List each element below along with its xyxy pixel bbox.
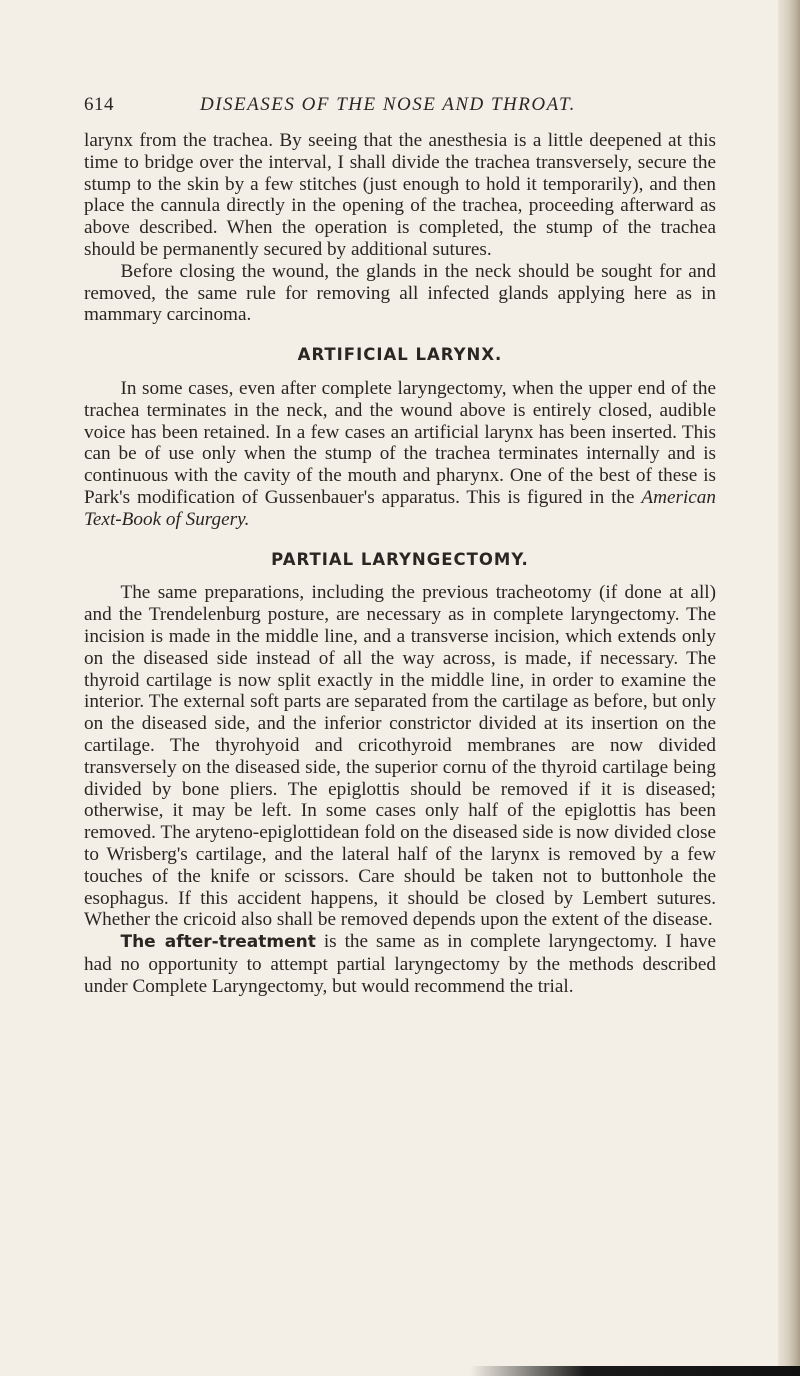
run-in-heading: The after-treatment	[120, 932, 316, 953]
book-title-italic: American Text-Book of Surgery.	[84, 486, 716, 530]
page-number: 614	[84, 94, 114, 115]
page-edge-shadow	[778, 0, 800, 1376]
running-head: DISEASES OF THE NOSE AND THROAT.	[200, 94, 576, 115]
paragraph: larynx from the trachea. By seeing that the anesthesia is a little deepened at this time to bridge over the interval, I shall divide the trachea transversely, secure the stump to the skin by a few stitches (just enough to hold it temporarily), and then place the cannula directly in the opening of the trachea, proceeding afterward as above described. When the operation is completed, the stump of the trachea should be permanently secured by additional sutures.	[84, 130, 716, 260]
paragraph: Before closing the wound, the glands in the neck should be sought for and removed, the same rule for removing all infected glands applying here as in mammary carcinoma.	[84, 260, 716, 326]
page-header	[84, 94, 716, 120]
section-heading-partial-laryngectomy: PARTIAL LARYNGECTOMY.	[271, 549, 529, 569]
paragraph	[84, 378, 716, 531]
paragraph-text: In some cases, even after complete laryngectomy, when the upper end of the trachea terminates in the neck, and the wound above is entirely closed, audible voice has been retained. In a few cases an artificial larynx has been inserted. This can be of use only when the stump of the trachea terminates internally and is continuous with the cavity of the mouth and pharynx. One of the best of these is Park's modification of Gussenbauer's apparatus. This is figured in the	[84, 377, 716, 508]
section-heading-artificial-larynx: ARTIFICIAL LARYNX.	[297, 345, 503, 365]
paragraph-text: is the same as in complete laryngectomy. I have had no opportunity to attempt partial laryngectomy by the methods described under Complete Laryngectomy, but would recommend the trial.	[84, 931, 716, 997]
main-text	[84, 130, 716, 997]
paragraph	[84, 931, 716, 997]
bottom-edge-shadow	[470, 1366, 800, 1376]
paragraph: The same preparations, including the previous tracheotomy (if done at all) and the Trendelenburg posture, are necessary as in complete laryngectomy. The incision is made in the middle line, and a transverse incision, which extends only on the diseased side instead of all the way across, is made, if necessary. The thyroid cartilage is now split exactly in the middle line, in order to examine the interior. The external soft parts are separated from the cartilage as before, but only on the diseased side, and the inferior constrictor divided at its insertion on the cartilage. The thyrohyoid and cricothyroid membranes are now divided transversely on the diseased side, the superior cornu of the thyroid cartilage being divided by bone pliers. The epiglottis should be removed if it is diseased; otherwise, it may be left. In some cases only half of the epiglottis has been removed. The aryteno-epiglottidean fold on the diseased side is now divided close to Wrisberg's cartilage, and the lateral half of the larynx is removed by a few touches of the knife or scissors. Care should be taken not to buttonhole the esophagus. If this accident happens, it should be closed by Lembert sutures. Whether the cricoid also shall be removed depends upon the extent of the disease.	[84, 582, 716, 931]
